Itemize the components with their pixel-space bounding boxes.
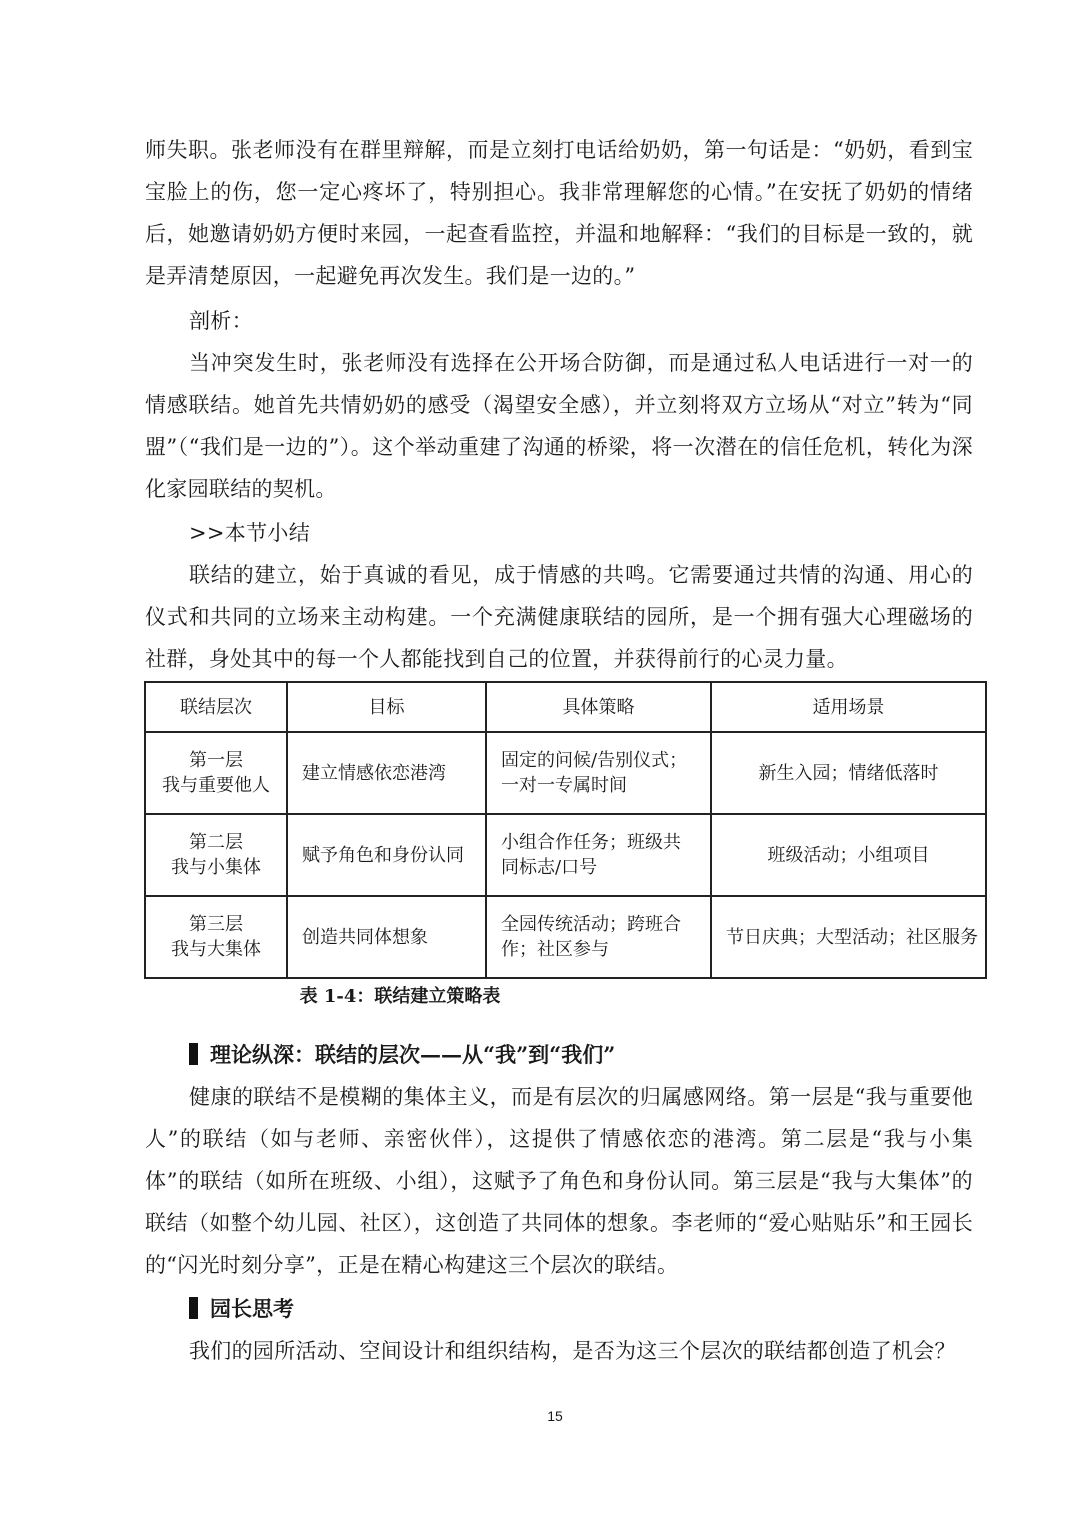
reflection-heading-text: 园长思考	[210, 1296, 294, 1321]
table-header-cell: 目标	[287, 682, 486, 732]
scene-cell: 班级活动；小组项目	[711, 814, 986, 896]
table-header-cell: 联结层次	[145, 682, 287, 732]
summary-heading: >>本节小结	[189, 521, 310, 545]
level-title: 第一层	[189, 750, 243, 771]
level-cell	[145, 814, 287, 896]
goal-cell: 建立情感依恋港湾	[287, 732, 486, 814]
theory-heading	[189, 1034, 615, 1076]
strategy-cell: 小组合作任务；班级共同标志/口号	[486, 814, 711, 896]
table-row	[145, 732, 986, 814]
table-header-cell: 适用场景	[711, 682, 986, 732]
goal-cell: 赋予角色和身份认同	[287, 814, 486, 896]
goal-cell: 创造共同体想象	[287, 896, 486, 978]
section-marker-icon	[189, 1043, 198, 1065]
analysis-heading: 剖析：	[189, 309, 253, 333]
table-row	[145, 896, 986, 978]
analysis-paragraph: 当冲突发生时，张老师没有选择在公开场合防御，而是通过私人电话进行一对一的情感联结。她首先共情奶奶的感受（渴望安全感），并立刻将双方立场从“对立”转为“同盟”（“我们是一边的”）。这个举动重建了沟通的桥梁，将一次潜在的信任危机，转化为深化家园联结的契机。	[145, 351, 973, 501]
theory-heading-text: 理论纵深：联结的层次——从“我”到“我们”	[210, 1042, 616, 1067]
strategy-cell: 全园传统活动；跨班合作；社区参与	[486, 896, 711, 978]
level-title: 第二层	[189, 832, 243, 853]
section-marker-icon	[189, 1297, 198, 1319]
theory-paragraph: 健康的联结不是模糊的集体主义，而是有层次的归属感网络。第一层是“我与重要他人”的联结（如与老师、亲密伙伴），这提供了情感依恋的港湾。第二层是“我与小集体”的联结（如所在班级、小组），这赋予了角色和身份认同。第三层是“我与大集体”的联结（如整个幼儿园、社区），这创造了共同体的想象。李老师的“爱心贴贴乐”和王园长的“闪光时刻分享”，正是在精心构建这三个层次的联结。	[145, 1085, 973, 1277]
scene-cell: 新生入园；情绪低落时	[711, 732, 986, 814]
scene-cell: 节日庆典；大型活动；社区服务	[711, 896, 986, 978]
table-header-cell: 具体策略	[486, 682, 711, 732]
level-cell	[145, 732, 287, 814]
level-title: 第三层	[189, 914, 243, 935]
level-subtitle: 我与重要他人	[162, 775, 270, 796]
summary-paragraph: 联结的建立，始于真诚的看见，成于情感的共鸣。它需要通过共情的沟通、用心的仪式和共同的立场来主动构建。一个充满健康联结的园所，是一个拥有强大心理磁场的社群，身处其中的每一个人都能找到自己的位置，并获得前行的心灵力量。	[145, 563, 973, 671]
case-paragraph: 师失职。张老师没有在群里辩解，而是立刻打电话给奶奶，第一句话是：“奶奶，看到宝宝脸上的伤，您一定心疼坏了，特别担心。我非常理解您的心情。”在安抚了奶奶的情绪后，她邀请奶奶方便时来园，一起查看监控，并温和地解释：“我们的目标是一致的，就是弄清楚原因，一起避免再次发生。我们是一边的。”	[145, 138, 973, 288]
level-subtitle: 我与小集体	[171, 857, 261, 878]
table-header-row	[145, 682, 986, 732]
reflection-paragraph: 我们的园所活动、空间设计和组织结构，是否为这三个层次的联结都创造了机会？	[189, 1339, 956, 1363]
page-number: 15	[547, 1408, 563, 1424]
table-row	[145, 814, 986, 896]
strategy-table	[144, 681, 987, 979]
table-caption: 表 1-4：联结建立策略表	[299, 986, 501, 1007]
level-cell	[145, 896, 287, 978]
level-subtitle: 我与大集体	[171, 939, 261, 960]
reflection-heading	[189, 1288, 294, 1330]
strategy-cell: 固定的问候/告别仪式；一对一专属时间	[486, 732, 711, 814]
